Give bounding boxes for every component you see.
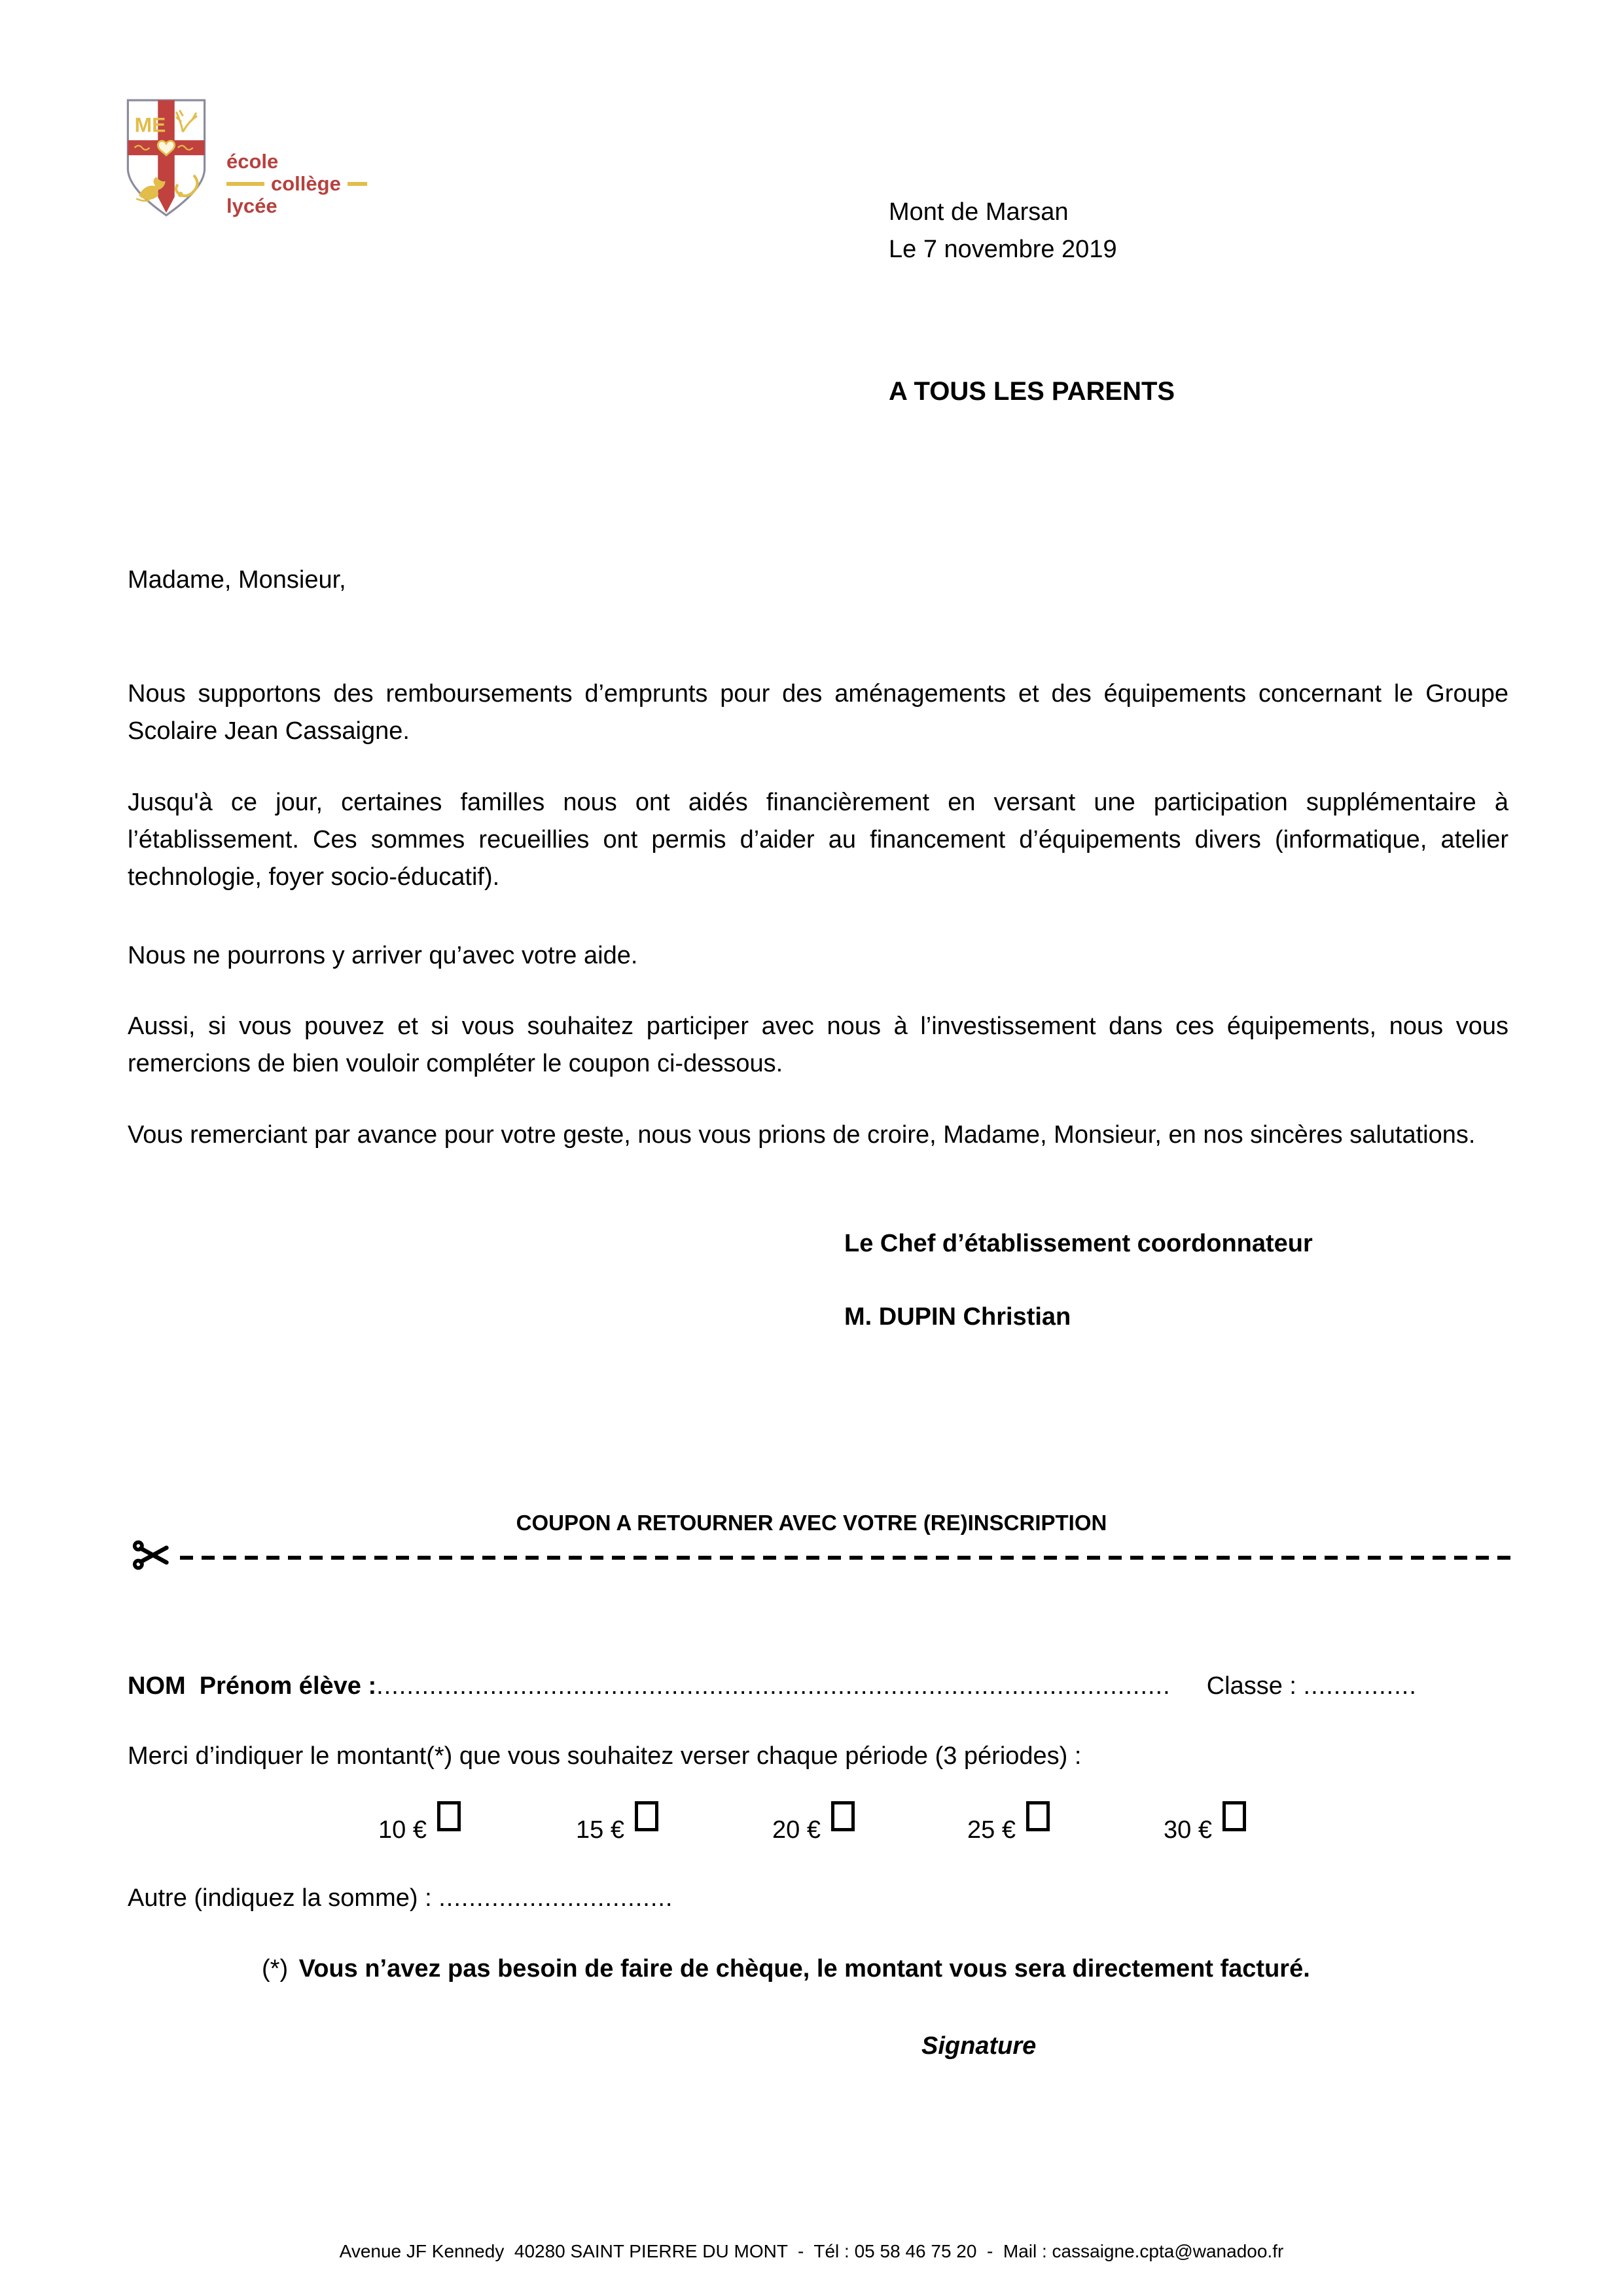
note-marker: (*): [262, 1955, 289, 1982]
name-class-row: [128, 1668, 1508, 1705]
amount-instruction: Merci d’indiquer le montant(*) que vous souhaitez verser chaque période (3 périodes) :: [128, 1742, 1082, 1770]
salutation: Madame, Monsieur,: [128, 566, 346, 594]
amount-label: 25 €: [967, 1816, 1016, 1844]
logo-dash-right: [348, 182, 367, 186]
student-name-label: NOM Prénom élève :: [128, 1672, 377, 1700]
paragraph-participation: Aussi, si vous pouvez et si vous souhaitez participer avec nous à l’investissement dans ces équipements, nous vous remercions de bien vouloir compléter le coupon ci-dessous.: [128, 1013, 1508, 1077]
amount-checkbox-30[interactable]: [1222, 1801, 1246, 1831]
amount-checkbox-15[interactable]: [635, 1801, 658, 1831]
paragraph-help: Nous ne pourrons y arriver qu’avec votre aide.: [128, 942, 638, 969]
note-text: Vous n’avez pas besoin de faire de chèque, le montant vous sera directement facturé.: [298, 1955, 1310, 1982]
paragraph-families: Jusqu'à ce jour, certaines familles nous ont aidés financièrement en versant une participation supplémentaire à l’établissement. Ces sommes recueillies ont permis d’aider au financement d’équipements divers (informatique, atelier technologie, foyer socio-éducatif).: [128, 789, 1508, 891]
logo-dash-left: [226, 182, 264, 186]
amount-label: 10 €: [378, 1816, 427, 1844]
amount-options-row: [0, 1801, 1623, 1847]
letter-recipient: A TOUS LES PARENTS: [889, 377, 1175, 406]
amount-label: 30 €: [1164, 1816, 1212, 1844]
amount-checkbox-25[interactable]: [1026, 1801, 1050, 1831]
amount-checkbox-20[interactable]: [831, 1801, 855, 1831]
paragraph-loans: Nous supportons des remboursements d’emprunts pour des aménagements et des équipements concernant le Groupe Scolaire Jean Cassaigne.: [128, 680, 1508, 745]
other-amount-field[interactable]: ...............................: [438, 1884, 673, 1912]
class-field[interactable]: ...............: [1303, 1672, 1417, 1700]
signature-label: Signature: [921, 2032, 1037, 2060]
paragraph-closing: Vous remerciant par avance pour votre geste, nous vous prions de croire, Madame, Monsieur, en nos sincères salutations.: [128, 1121, 1476, 1149]
logo-label-ecole: école: [226, 150, 279, 173]
amount-option-15: [576, 1801, 658, 1844]
city-date-block: [889, 194, 1117, 268]
amount-option-20: [772, 1801, 855, 1844]
cut-line: [180, 1556, 1512, 1560]
letter-city: Mont de Marsan: [889, 198, 1069, 226]
letter-date: Le 7 novembre 2019: [889, 236, 1117, 263]
school-crest-logo: [124, 97, 367, 219]
other-amount-label: Autre (indiquez la somme) :: [128, 1884, 432, 1912]
signer-role: Le Chef d’établissement coordonnateur: [844, 1230, 1313, 1257]
footer-address: Avenue JF Kennedy 40280 SAINT PIERRE DU MONT - Tél : 05 58 46 75 20 - Mail : cassaigne.cpta@wanadoo.fr: [339, 2241, 1284, 2261]
student-name-field[interactable]: .........................................................................................................: [376, 1672, 1171, 1700]
amount-label: 20 €: [772, 1816, 821, 1844]
crest-shield-icon: [124, 97, 208, 219]
scissors-icon: [132, 1539, 170, 1571]
logo-label-college: collège: [271, 172, 341, 195]
billing-note: [262, 1950, 1310, 1988]
other-amount-row: [128, 1880, 673, 1917]
amount-option-10: [378, 1801, 461, 1844]
logo-label-lycee: lycée: [226, 194, 277, 217]
amount-option-30: [1164, 1801, 1246, 1844]
coupon-header: COUPON A RETOURNER AVEC VOTRE (RE)INSCRIPTION: [516, 1511, 1107, 1535]
crest-monogram: ME: [134, 113, 166, 137]
amount-option-25: [967, 1801, 1050, 1844]
signer-name: M. DUPIN Christian: [844, 1303, 1071, 1331]
class-label: Classe :: [1206, 1672, 1296, 1700]
amount-checkbox-10[interactable]: [437, 1801, 461, 1831]
amount-label: 15 €: [576, 1816, 624, 1844]
